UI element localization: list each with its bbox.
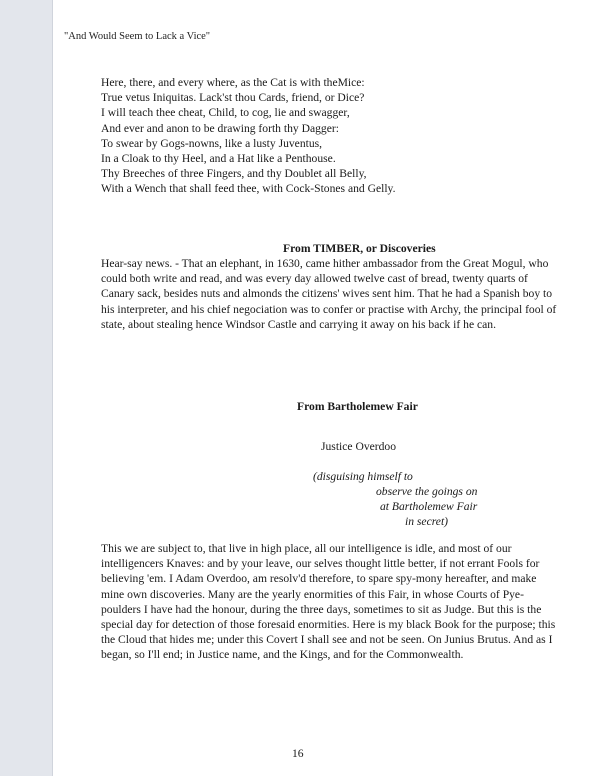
stage-direction-line: at Bartholemew Fair	[380, 500, 478, 513]
verse-block	[101, 75, 396, 197]
verse-line: To swear by Gogs-nowns, like a lusty Juventus,	[101, 136, 323, 150]
stage-direction-line: in secret)	[405, 515, 449, 528]
verse-line: With a Wench that shall feed thee, with Cock-Stones and Gelly.	[101, 182, 396, 196]
verse-line: I will teach thee cheat, Child, to cog, lie and swagger,	[101, 106, 350, 120]
section-title-bartholemew-fair: From Bartholemew Fair	[297, 400, 418, 413]
stage-direction-line: observe the goings on	[376, 485, 478, 498]
verse-line: And ever and anon to be drawing forth thy Dagger:	[101, 121, 339, 135]
verse-line: In a Cloak to thy Heel, and a Hat like a Penthouse.	[101, 152, 336, 166]
speaker-name: Justice Overdoo	[321, 440, 397, 453]
page-number: 16	[292, 747, 304, 760]
overdoo-speech: This we are subject to, that live in high place, all our intelligence is idle, and most of our intelligencers Knaves: and by your leave, our selves thought little better, if not errant Fools for believing 'em. I Adam Overdoo, am resolv'd therefore, to spare spy-mony hereafter, and make mine own discoveries. Many are the yearly enormities of this Fair, in whose Courts of Pye-poulders I have had the honour, during the three days, sometimes to sit as Judge. But this is the special day for detection of those foresaid enormities. Here is my black Book for the purpose; this the Cloud that hides me; under this Covert I shall see and not be seen. On Junius Brutus. And as I began, so I'll end; in Justice name, and the Kings, and for the Commonwealth.	[101, 542, 556, 662]
stage-direction-line: (disguising himself to	[313, 470, 413, 483]
verse-line: True vetus Iniquitas. Lack'st thou Cards, friend, or Dice?	[101, 91, 365, 105]
timber-paragraph: Hear-say news. - That an elephant, in 1630, came hither ambassador from the Great Mogul, who could both write and read, and was every day allowed twelve cast of bread, twenty quarts of Canary sack, besides nuts and almonds the citizens' wives sent him. That he had a Spanish boy to his interpreter, and his chief negociation was to confer or practise with Archy, the principal fool of state, about stealing hence Windsor Castle and carrying it away on his back if he can.	[101, 257, 557, 331]
verse-line: Here, there, and every where, as the Cat is with theMice:	[101, 76, 365, 89]
left-margin-band	[0, 0, 52, 776]
verse-line: Thy Breeches of three Fingers, and thy Doublet all Belly,	[101, 167, 367, 181]
running-head: "And Would Seem to Lack a Vice"	[64, 31, 211, 42]
left-margin-edge	[52, 0, 53, 776]
section-title-timber: From TIMBER, or Discoveries	[283, 242, 436, 255]
